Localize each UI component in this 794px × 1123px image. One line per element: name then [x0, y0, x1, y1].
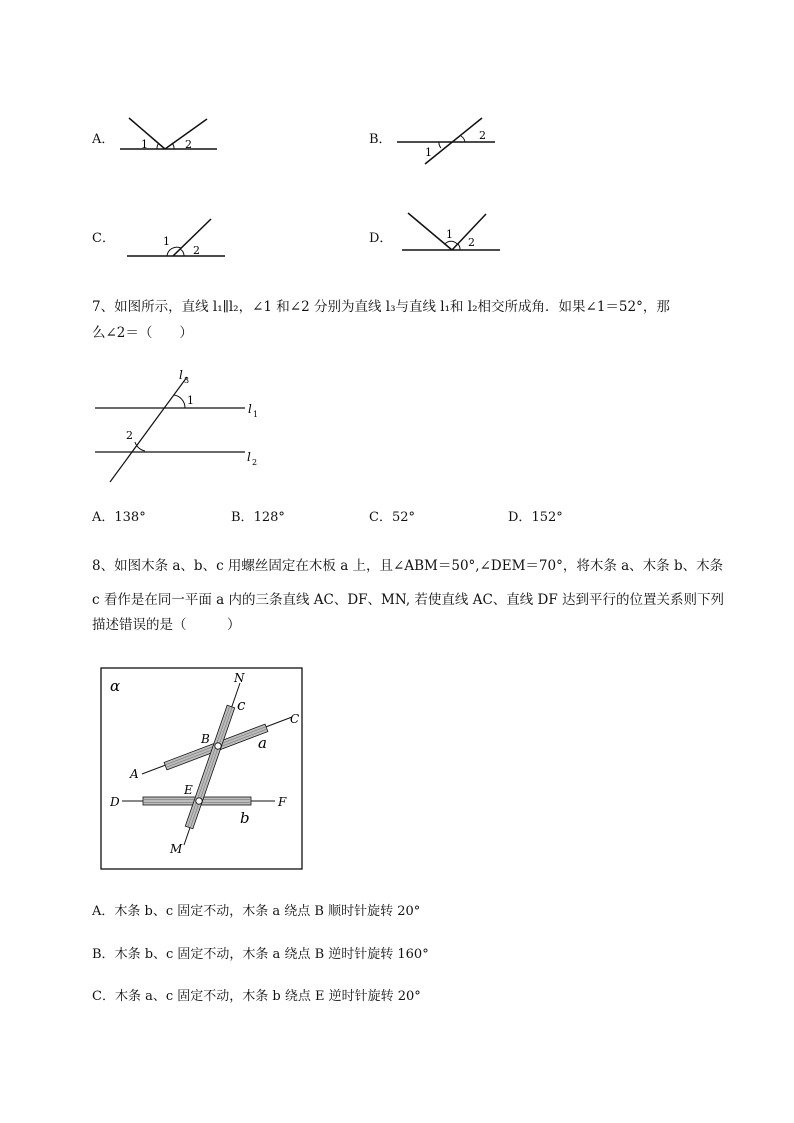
q8-point-b-label: B — [201, 732, 210, 746]
q6-option-b-letter[interactable]: B． — [369, 132, 392, 147]
q7-option-b-letter: B． — [231, 510, 254, 525]
q7-option-a[interactable] — [92, 509, 146, 527]
q6-option-b-figure — [395, 112, 500, 170]
q7-l3-sub: 3 — [184, 376, 190, 385]
q8-strip-b-label: b — [240, 809, 250, 827]
q7-option-c[interactable] — [369, 509, 415, 527]
q7-option-b-text: 128° — [253, 510, 285, 525]
q7-number: 7、 — [92, 299, 115, 315]
q8-point-e-label: E — [184, 783, 193, 797]
q6c-angle1-label: 1 — [163, 235, 170, 248]
q8-point-c-label: C — [290, 712, 300, 726]
q8-point-n-label: N — [234, 671, 245, 685]
q8-option-b[interactable] — [92, 946, 429, 964]
q6b-angle1-label: 1 — [425, 146, 432, 159]
q6-option-d-letter[interactable]: D． — [369, 231, 393, 246]
q8-point-f-label: F — [278, 795, 287, 809]
q8-stem-line3: 描述错误的是（ ） — [92, 617, 241, 633]
q8-option-a[interactable] — [92, 903, 420, 921]
q6a-angle1-label: 1 — [141, 138, 148, 151]
q7-figure — [90, 365, 270, 490]
q7-l3-label: l — [179, 368, 183, 382]
q6a-angle2-label: 2 — [185, 138, 192, 151]
q6d-angle2-label: 2 — [468, 236, 475, 249]
q7-option-d-letter: D． — [508, 510, 532, 525]
q8-figure — [100, 667, 304, 871]
q8-plane-label: α — [110, 677, 121, 695]
q7-angle2-label: 2 — [126, 429, 133, 442]
q8-option-c[interactable] — [92, 988, 421, 1006]
q7-option-d[interactable] — [508, 509, 563, 527]
q8-option-a-text: 木条 b、c 固定不动，木条 a 绕点 B 顺时针旋转 20° — [114, 904, 421, 919]
q8-option-c-text: 木条 a、c 固定不动，木条 b 绕点 E 逆时针旋转 20° — [114, 989, 421, 1004]
q8-option-a-letter: A． — [92, 904, 115, 919]
q8-point-d-label: D — [110, 795, 120, 809]
q7-option-a-text: 138° — [114, 510, 146, 525]
q7-text-line1: 如图所示，直线 l₁∥l₂，∠1 和∠2 分别为直线 l₃与直线 l₁和 l₂相交所成角．如果∠1＝52°，那 — [114, 299, 670, 315]
q6-option-a-figure — [115, 112, 225, 157]
q8-stem-line1 — [92, 551, 723, 581]
q6b-angle2-label: 2 — [479, 129, 486, 142]
q8-point-a-label: A — [130, 767, 139, 781]
q6-option-c-figure — [125, 215, 230, 260]
q7-l2-label: l — [247, 450, 251, 464]
q6-option-a-letter[interactable]: A． — [92, 132, 115, 147]
q6d-angle1-label: 1 — [446, 228, 453, 241]
q7-l1-label: l — [248, 402, 252, 416]
q8-strip-c-label: c — [237, 696, 246, 714]
q8-point-m-label: M — [170, 842, 183, 856]
q7-option-c-text: 52° — [391, 510, 415, 525]
q8-option-c-letter: C． — [92, 989, 115, 1004]
q7-option-a-letter: A． — [92, 510, 115, 525]
q7-angle1-label: 1 — [187, 394, 194, 407]
q7-l1-sub: 1 — [253, 410, 259, 419]
q7-option-d-text: 152° — [531, 510, 563, 525]
q8-option-b-text: 木条 b、c 固定不动，木条 a 绕点 B 逆时针旋转 160° — [114, 947, 429, 962]
q8-strip-a-label: a — [258, 734, 267, 752]
q6c-angle2-label: 2 — [193, 244, 200, 257]
q7-option-c-letter: C． — [369, 510, 392, 525]
q8-stem-line2: c 看作是在同一平面 a 内的三条直线 AC、DF、MN, 若使直线 AC、直线 DF 达到平行的位置关系则下列 — [92, 592, 725, 608]
q8-text-line1: 如图木条 a、b、c 用螺丝固定在木板 a 上，且∠ABM＝50°,∠DEM＝70°，将木条 a、木条 b、木条 — [114, 558, 724, 574]
q7-stem-line2: 么∠2＝（ ） — [92, 325, 193, 341]
q7-option-b[interactable] — [231, 509, 285, 527]
q6-option-d-figure — [400, 208, 505, 256]
q8-option-b-letter: B． — [92, 947, 115, 962]
q8-number: 8、 — [92, 558, 115, 574]
q7-l2-sub: 2 — [252, 458, 258, 467]
q6-option-c-letter[interactable]: C． — [92, 231, 115, 246]
